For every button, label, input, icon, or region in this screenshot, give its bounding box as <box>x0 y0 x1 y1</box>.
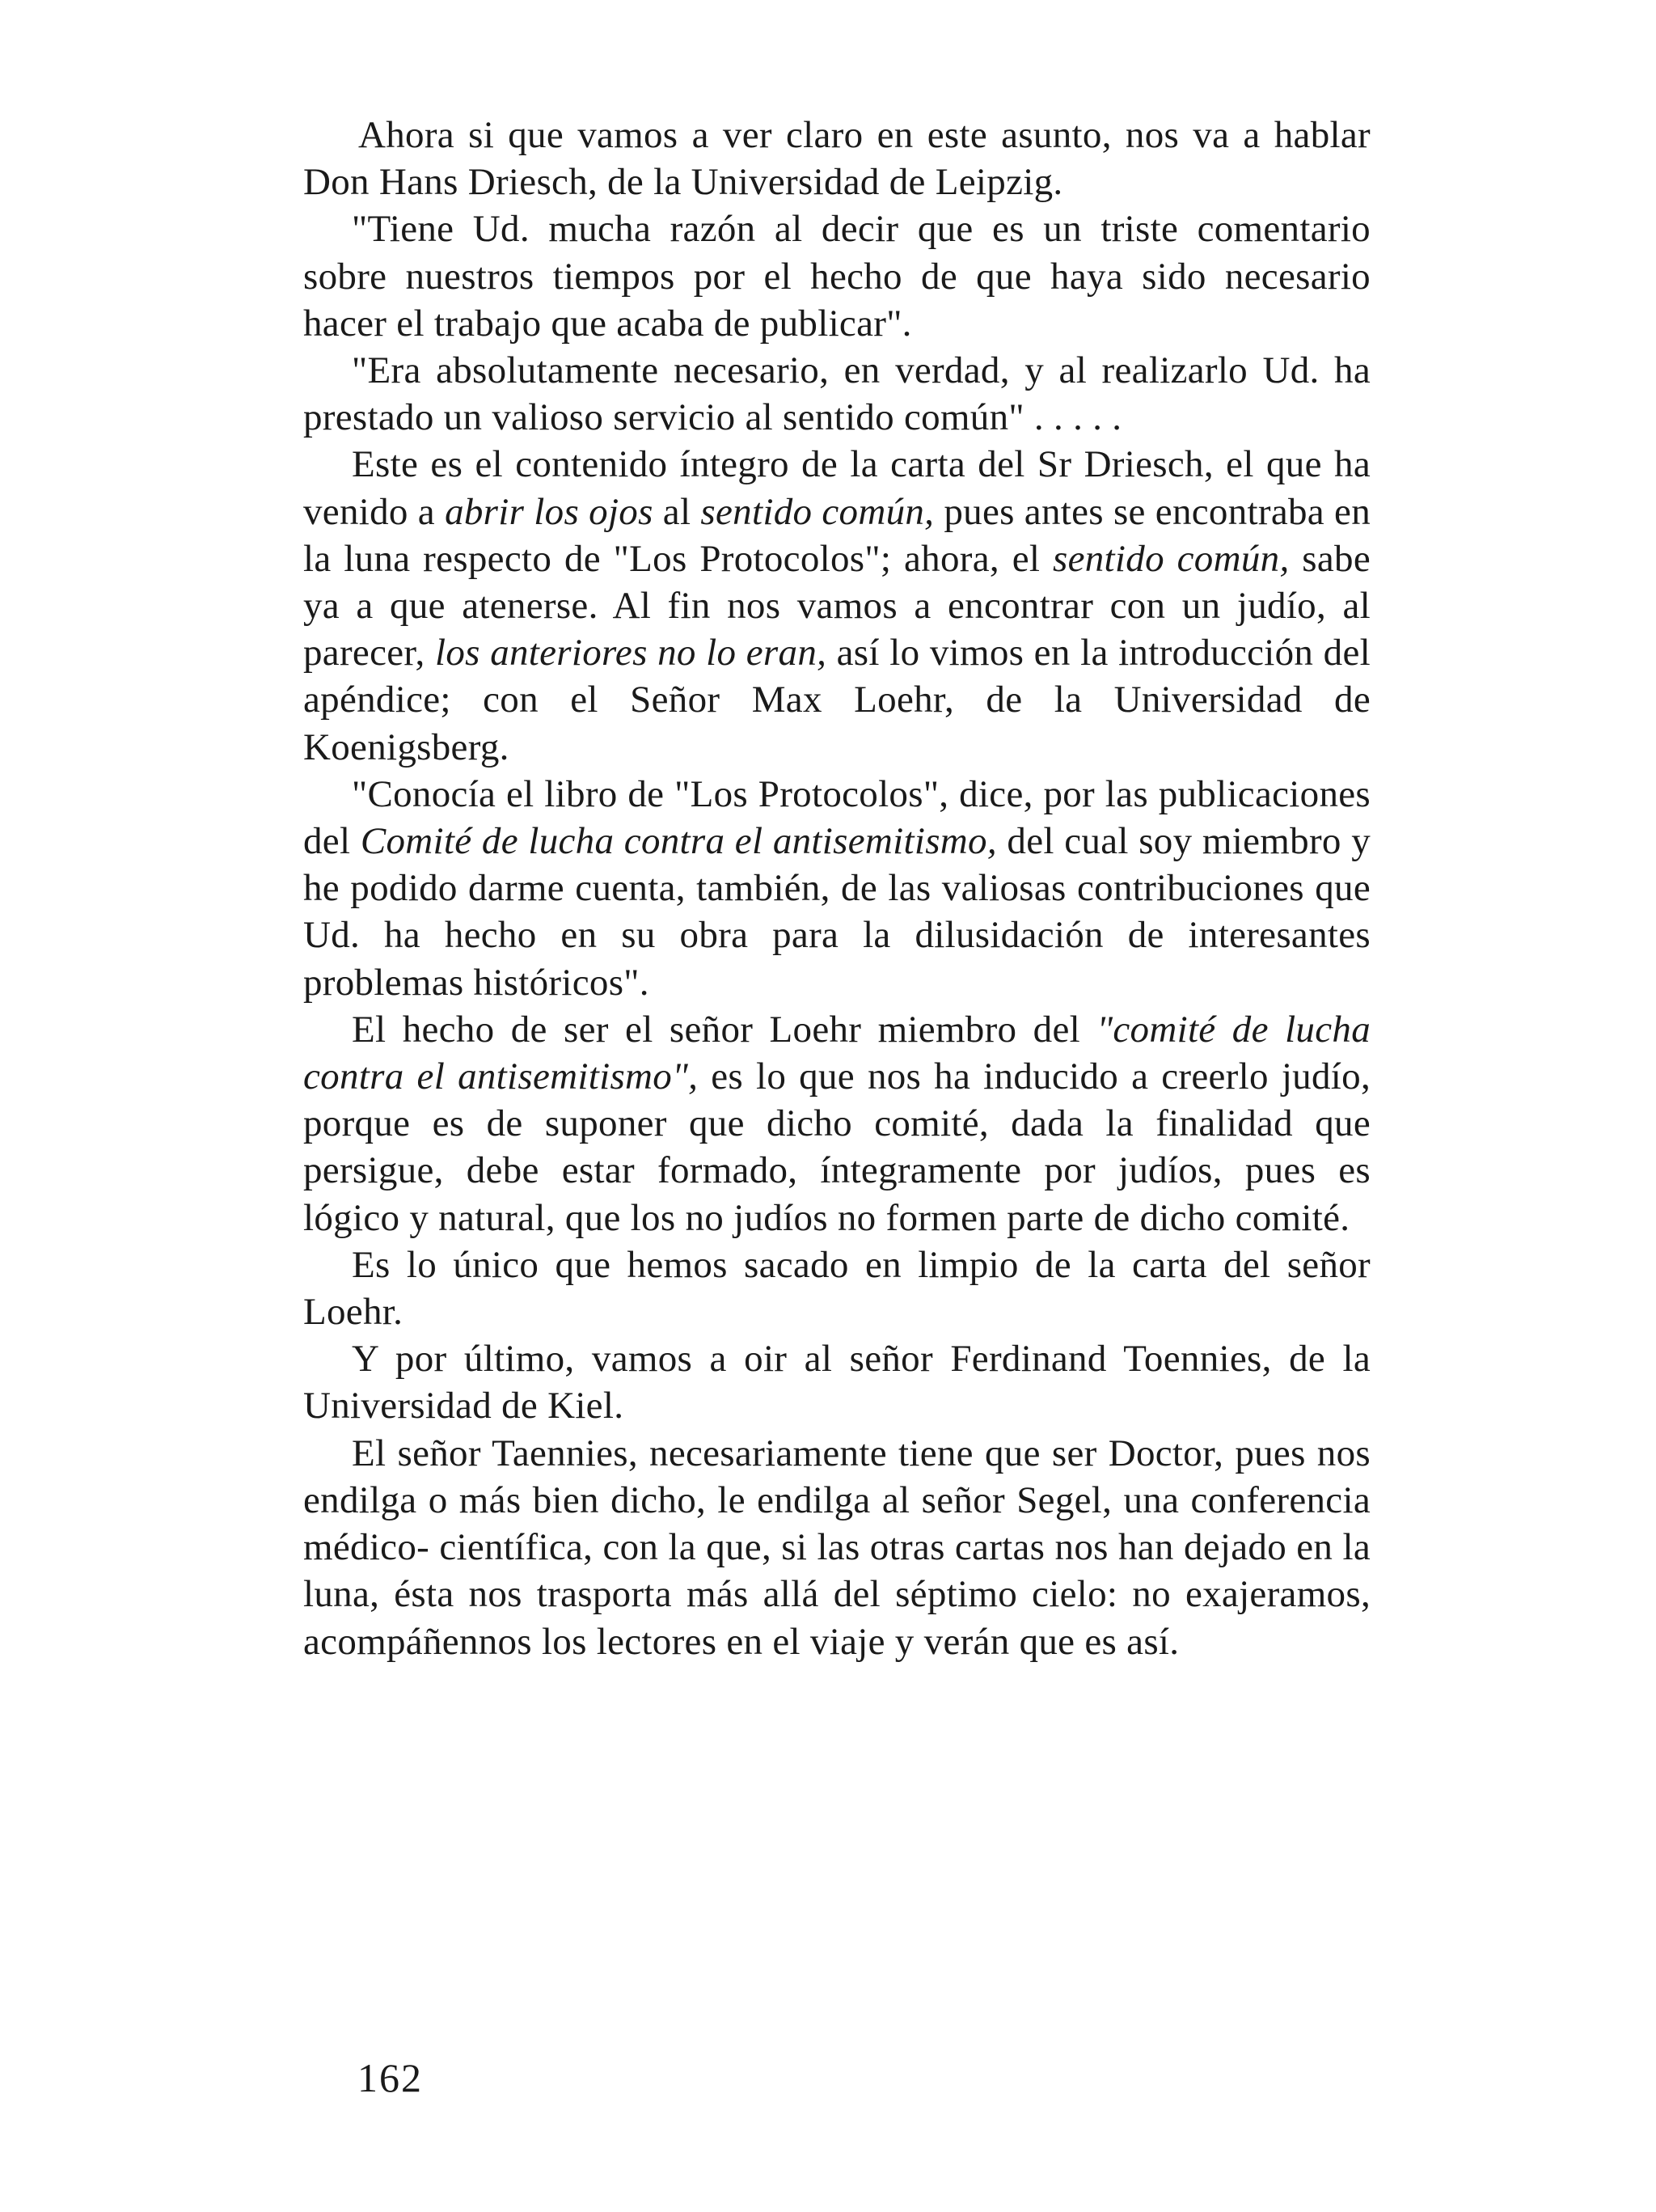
text-run: Y por último, vamos a oir al señor Ferdinand Toennies, de la Universidad de Kiel. <box>303 1338 1371 1427</box>
text-run: "Tiene Ud. mucha razón al decir que es un triste comentario sobre nuestros tiempos por el hecho de que haya sido necesario hacer el trabajo que acaba de publicar". <box>303 208 1371 345</box>
page-number: 162 <box>357 2055 423 2100</box>
paragraph <box>303 1241 1371 1335</box>
body-text <box>303 112 1371 1665</box>
text-run: El hecho de ser el señor Loehr miembro del <box>352 1008 1097 1051</box>
italic-text: sentido común, <box>1053 537 1290 580</box>
text-run: al <box>653 490 701 533</box>
text-run: es lo que nos ha inducido a creerlo judío, porque es de suponer que dicho comité, dada la finalidad que persigue, debe estar formado, íntegramente por judíos, pues es lógico y natural, que los no judíos no formen parte de dicho comité. <box>303 1055 1371 1239</box>
text-run: Ahora si que vamos a ver claro en este asunto, nos va a hablar Don Hans Driesch, de la Universidad de Leipzig. <box>303 114 1371 204</box>
italic-text: abrir los ojos <box>445 490 653 533</box>
italic-text: Comité de lucha contra el antisemitismo, <box>360 820 997 863</box>
paragraph <box>303 441 1371 770</box>
text-run: sabe ya a que atenerse. Al fin nos vamos a encontrar con un judío, al parecer, <box>303 537 1371 675</box>
paragraph <box>303 1430 1371 1665</box>
italic-text: sentido común, <box>700 490 935 533</box>
text-run: El señor Taennies, necesariamente tiene que ser Doctor, pues nos endilga o más bien dicho, le endilga al señor Segel, una conferencia médico- científica, con la que, si las otras cartas nos han dejado en la luna, ésta nos trasporta más allá del séptimo cielo: no exajeramos, acompáñennos los lectores en el viaje y verán que es así. <box>303 1432 1371 1663</box>
italic-text: "comité de lucha contra el antisemitismo", <box>303 1008 1371 1098</box>
paragraph <box>303 112 1371 205</box>
paragraph <box>303 347 1371 441</box>
text-run: del cual soy miembro y he podido darme cuenta, también, de las valiosas contribuciones que Ud. ha hecho en su obra para la dilusidación de interesantes problemas históricos". <box>303 820 1371 1004</box>
text-run: "Era absolutamente necesario, en verdad, y al realizarlo Ud. ha prestado un valioso servicio al sentido común" . . . . . <box>303 349 1371 439</box>
text-run: así lo vimos en la introducción del apéndice; con el Señor Max Loehr, de la Universidad de Koenigsberg. <box>303 632 1371 768</box>
paragraph <box>303 205 1371 347</box>
paragraph <box>303 1335 1371 1429</box>
italic-text: los anteriores no lo eran, <box>434 632 827 675</box>
text-run: "Conocía el libro de "Los Protocolos", dice, por las publicaciones del <box>303 772 1371 863</box>
text-run: Es lo único que hemos sacado en limpio de la carta del señor Loehr. <box>303 1243 1371 1334</box>
text-run: pues antes se encontraba en la luna respecto de "Los Protocolos"; ahora, el <box>303 490 1371 580</box>
paragraph <box>303 1006 1371 1241</box>
text-run: Este es el contenido íntegro de la carta del Sr Driesch, el que ha venido a <box>303 443 1371 533</box>
paragraph <box>303 771 1371 1006</box>
